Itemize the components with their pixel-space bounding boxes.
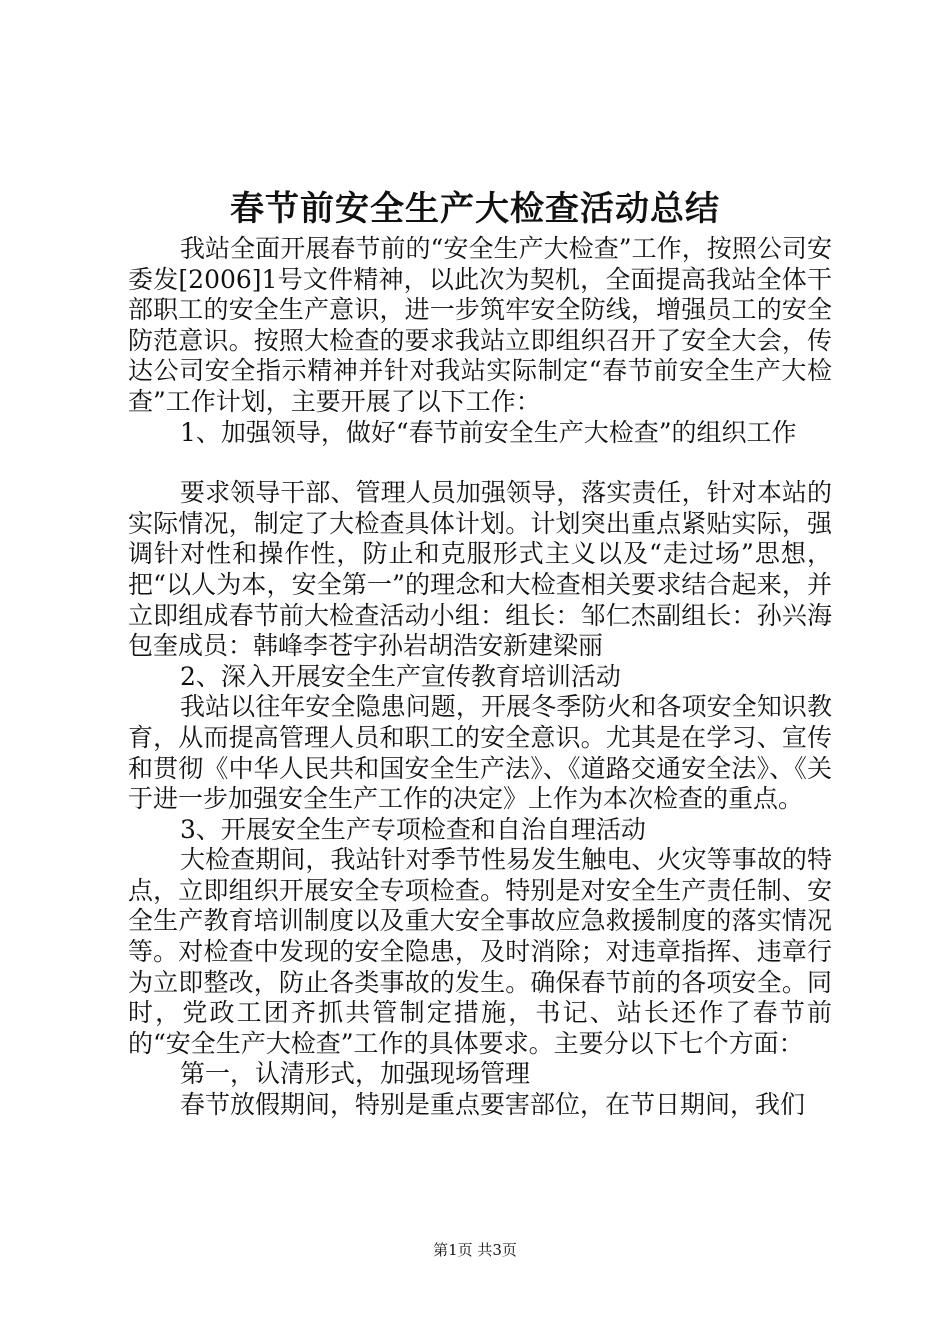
- section-heading-2: 2、深入开展安全生产宣传教育培训活动: [180, 661, 621, 691]
- document-body: [128, 234, 832, 1121]
- section-2-paragraph: 我站以往年安全隐患问题，开展冬季防火和各项安全知识教育，从而提高管理人员和职工的安全意识。尤其是在学习、宣传和贯彻《中华人民共和国安全生产法》、《道路交通安全法》、《关于进一步加强安全生产工作的决定》上作为本次检查的重点。: [128, 692, 832, 814]
- section-3-paragraph: 大检查期间，我站针对季节性易发生触电、火灾等事故的特点，立即组织开展安全专项检查。特别是对安全生产责任制、安全生产教育培训制度以及重大安全事故应急救援制度的落实情况等。对检查中发现的安全隐患，及时消除；对违章指挥、违章行为立即整改，防止各类事故的发生。确保春节前的各项安全。同时，党政工团齐抓共管制定措施，书记、站长还作了春节前的“安全生产大检查”工作的具体要求。主要分以下七个方面：: [128, 845, 832, 1058]
- document-title: 春节前安全生产大检查活动总结: [230, 189, 720, 229]
- intro-paragraph: 我站全面开展春节前的“安全生产大检查”工作，按照公司安委发[2006]1号文件精神，以此次为契机，全面提高我站全体干部职工的安全生产意识，进一步筑牢安全防线，增强员工的安全防范意识。按照大检查的要求我站立即组织召开了安全大会，传达公司安全指示精神并针对我站实际制定“春节前安全生产大检查”工作计划，主要开展了以下工作：: [128, 234, 832, 416]
- section-heading-3: 3、开展安全生产专项检查和自治自理活动: [180, 814, 646, 844]
- subsection-1-paragraph: 春节放假期间，特别是重点要害部位，在节日期间，我们: [180, 1090, 806, 1120]
- section-1-paragraph: 要求领导干部、管理人员加强领导，落实责任，针对本站的实际情况，制定了大检查具体计划。计划突出重点紧贴实际，强调针对性和操作性，防止和克服形式主义以及“走过场”思想，把“以人为本，安全第一”的理念和大检查相关要求结合起来，并立即组成春节前大检查活动小组：组长：邹仁杰副组长：孙兴海包奎成员：韩峰李苍宇孙岩胡浩安新建梁丽: [128, 478, 832, 661]
- section-heading-1: 1、加强领导，做好“春节前安全生产大检查”的组织工作: [180, 417, 797, 447]
- page-footer: 第1页 共3页: [433, 1241, 517, 1259]
- subsection-heading-1: 第一，认清形式，加强现场管理: [180, 1059, 531, 1089]
